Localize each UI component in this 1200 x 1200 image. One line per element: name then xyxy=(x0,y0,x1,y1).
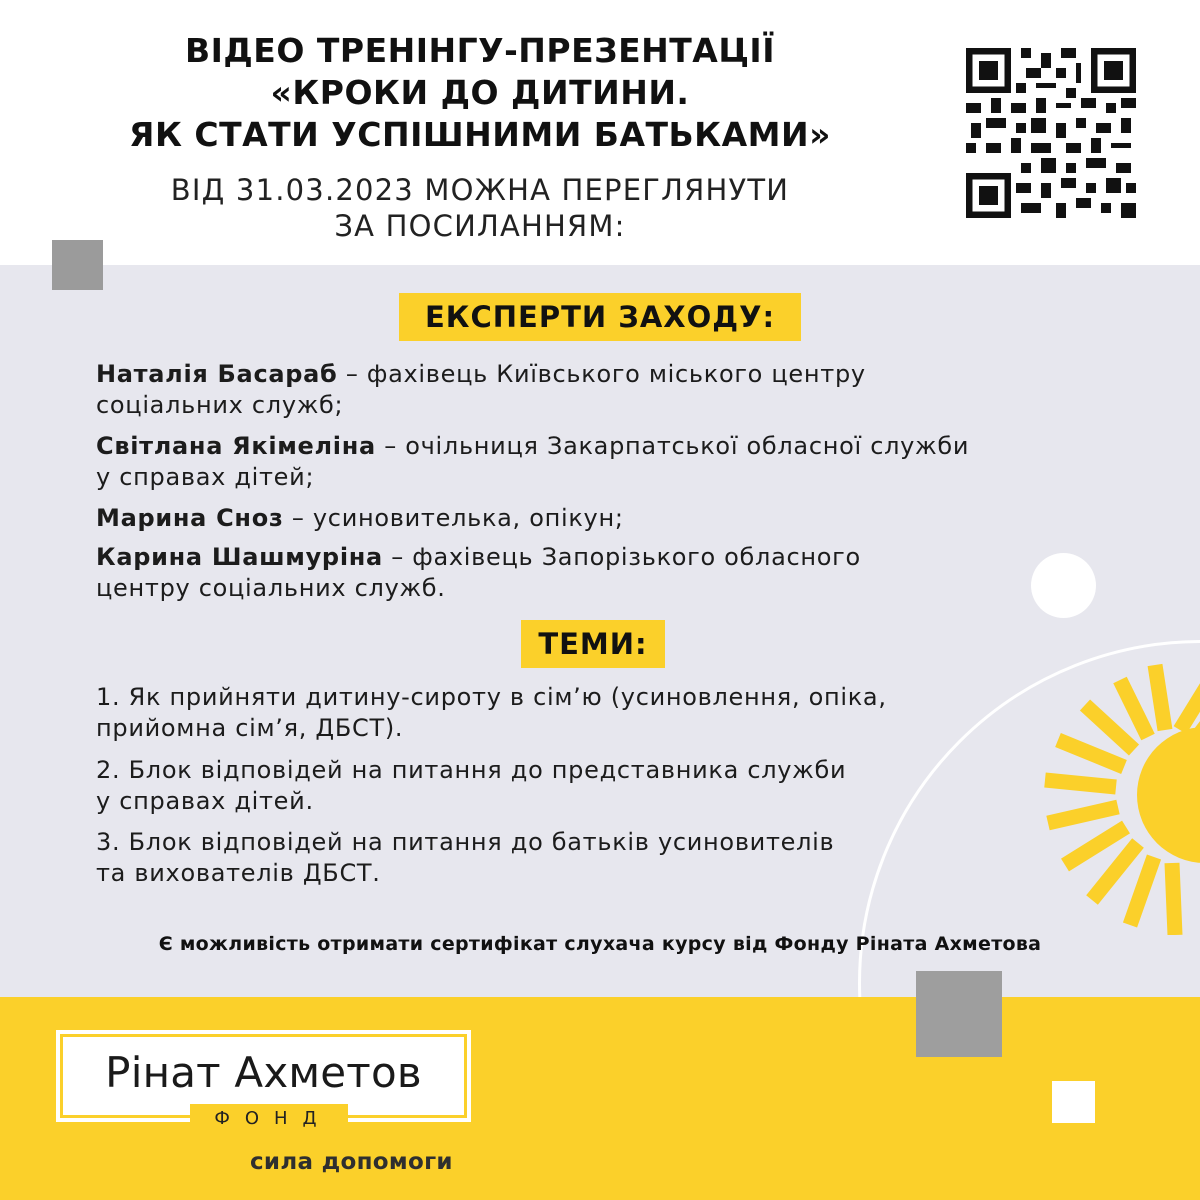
topic-line: 1. Як прийняти дитину-сироту в сім’ю (усиновлення, опіка, xyxy=(96,683,887,711)
expert-name: Марина Сноз xyxy=(96,504,284,532)
decor-square xyxy=(1052,1081,1095,1123)
experts-heading: ЕКСПЕРТИ ЗАХОДУ: xyxy=(399,293,801,341)
title-line: ЯК СТАТИ УСПІШНИМИ БАТЬКАМИ» xyxy=(129,115,831,154)
expert-name: Карина Шашмуріна xyxy=(96,543,383,571)
logo-fond: ФОНД xyxy=(190,1104,348,1134)
topic-line: прийомна сім’я, ДБСТ). xyxy=(96,714,404,742)
expert-role: – фахівець Київського міського центру xyxy=(337,360,866,388)
topics-heading: ТЕМИ: xyxy=(521,620,665,668)
expert-item xyxy=(96,431,1076,493)
topic-line: та вихователів ДБСТ. xyxy=(96,859,381,887)
certificate-note: Є можливість отримати сертифікат слухача курсу від Фонду Ріната Ахметова xyxy=(158,933,1042,955)
subtitle-line: ЗА ПОСИЛАННЯМ: xyxy=(334,209,626,243)
expert-role: – очільниця Закарпатської обласної служби xyxy=(375,432,970,460)
expert-role-continued: у справах дітей; xyxy=(96,463,315,491)
expert-name: Світлана Якімеліна xyxy=(96,432,376,460)
decor-square xyxy=(52,240,103,290)
title-line: ВІДЕО ТРЕНІНГУ-ПРЕЗЕНТАЦІЇ xyxy=(184,31,775,70)
expert-role: – фахівець Запорізького обласного xyxy=(382,543,861,571)
logo-slogan: сила допомоги xyxy=(250,1149,453,1175)
topic-item xyxy=(96,682,1076,744)
topic-line: 2. Блок відповідей на питання до представника служби xyxy=(96,756,847,784)
page-subtitle xyxy=(80,172,880,244)
topic-line: у справах дітей. xyxy=(96,787,314,815)
expert-role: – усиновителька, опікун; xyxy=(283,504,624,532)
topic-line: 3. Блок відповідей на питання до батьків усиновителів xyxy=(96,828,835,856)
topic-item xyxy=(96,755,1076,817)
expert-name: Наталія Басараб xyxy=(96,360,338,388)
expert-item xyxy=(96,503,1076,534)
expert-role-continued: центру соціальних служб. xyxy=(96,574,446,602)
logo-name: Рінат Ахметов xyxy=(105,1048,422,1097)
expert-role-continued: соціальних служб; xyxy=(96,391,344,419)
expert-item xyxy=(96,359,1076,421)
topic-item xyxy=(96,827,1076,889)
expert-item xyxy=(96,542,1076,604)
qr-code-icon[interactable] xyxy=(966,48,1136,218)
decor-square xyxy=(916,971,1002,1057)
page-title xyxy=(60,30,900,156)
title-line: «КРОКИ ДО ДИТИНИ. xyxy=(270,73,690,112)
subtitle-line: ВІД 31.03.2023 МОЖНА ПЕРЕГЛЯНУТИ xyxy=(170,173,790,207)
